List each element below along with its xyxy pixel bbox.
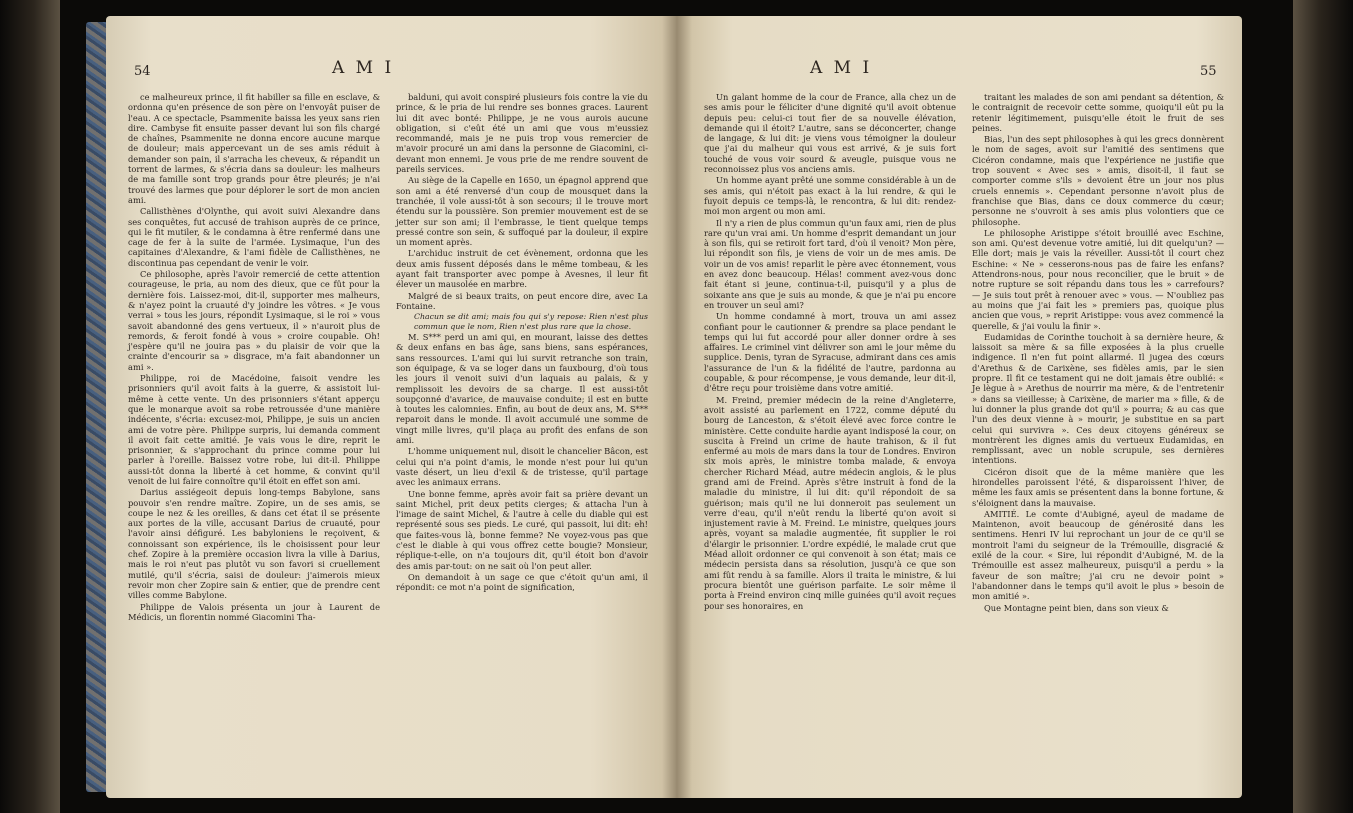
- paragraph: Bias, l'un des sept philosophes à qui les grecs donnèrent le nom de sages, avoit sur l'amitié des sentimens que Cicéron condamne, mais que l'expérience ne justifie que trop souvent « Avec ses » amis, disoit-il, il faut se comporter comme s'ils » devoient être un jour nos plus cruels ennemis ». Cependant personne n'avoit plus de franchise que Bias, dans ce doux commerce du cœur; personne ne s'ouvroit à ses amis plus volontiers que ce philosophe.: [972, 134, 1224, 227]
- running-head: A M I: [810, 58, 873, 78]
- paragraph: L'homme uniquement nul, disoit le chancelier Bâcon, est celui qui n'a point d'amis, le monde n'est pour lui qu'un vaste désert, un lieu d'exil & de tristesse, qu'il partage avec les animaux errans.: [396, 446, 648, 488]
- paragraph: Cicéron disoit que de la même manière que les hirondelles paroissent l'été, & disparoissent l'hiver, de même les faux amis se présentent dans la bonne fortune, & s'éloignent dans la mauvaise.: [972, 466, 1224, 508]
- paragraph: Chacun se dit ami; mais fou qui s'y repose: Rien n'est plus commun que le nom, Rien n'est plus rare que la chose.: [414, 312, 648, 331]
- paragraph: M. Freind, premier médecin de la reine d'Angleterre, avoit assisté au parlement en 1722, comme député du bourg de Lanceston, & s'étoit élevé avec force contre le ministère. Cette conduite hardie ayant indisposé la cour, on suscita à Freind un crime de haute trahison, & il fut enfermé au mois de mars dans la tour de Londres. Environ six mois après, le ministre tomba malade, & envoya chercher Richard Méad, autre médecin anglois, & le plus grand ami de Freind. Après s'être instruit à fond de la maladie du ministre, il lui dit: qu'il répondoit de sa guérison; mais qu'il ne lui donneroit pas seulement un verre d'eau, qu'il n'eût rendu la liberté qu'on avoit si injustement ravie à M. Freind. Le ministre, quelques jours après, voyant sa maladie augmentée, fit supplier le roi d'élargir le prisonnier. L'ordre expédié, le malade crut que Méad alloit ordonner ce qui convenoit à son état; mais ce médecin persista dans sa résolution, jusqu'à ce que son ami fût rendu à sa famille. Alors il traita le ministre, & lui procura bientôt une guérison parfaite. Le soir même il porta à Freind environ cinq mille guinées qu'il avoit reçues pour ses honoraires, en: [704, 394, 956, 611]
- book-cover-right-edge: [1293, 0, 1353, 813]
- paragraph: balduni, qui avoit conspiré plusieurs fois contre la vie du prince, & le pria de lui rendre ses bonnes graces. Laurent lui dit avec bonté: Philippe, je ne vous aurois aucune obligation, si c'eût été un ami que vous m'eussiez recommandé, mais je ne puis trop vous remercier de m'avoir procuré un ami dans la personne de Giacomini, ci-devant mon ennemi. Je vous prie de me rendre souvent de pareils services.: [396, 92, 648, 175]
- paragraph: On demandoit à un sage ce que c'étoit qu'un ami, il répondit: ce mot n'a point de signification,: [396, 571, 648, 593]
- paragraph: Il n'y a rien de plus commun qu'un faux ami, rien de plus rare qu'un vrai ami. Un homme d'esprit demandant un jour à son fils, qui se retiroit fort tard, d'où il venoit? Mon père, lui répondit son fils, je viens de voir un de mes amis. De voir un de vos amis! reparlit le père avec étonnement, vous en avez donc beaucoup. Hélas! comment avez-vous donc fait étant si jeune, continua-t-il, puisqu'il y a plus de soixante ans que je suis au monde, & que je n'ai pu encore en trouver un seul ami?: [704, 217, 956, 310]
- paragraph: Eudamidas de Corinthe touchoit à sa dernière heure, & laissoit sa mère & sa fille exposées à la plus cruelle indigence. Il n'en fut point allarmé. Il jugea des cœurs d'Arethus & de Carixène, ses fidèles amis, par le sien propre. Il fit ce testament qui ne doit jamais être oublié: « Je lègue à » Arethus de nourrir ma mère, & de l'entretenir » dans sa vieillesse; à Carixène, de marier ma » fille, & de lui donner la plus grande dot qu'il » pourra; & au cas que l'un des deux vienne à » mourir, je substitue en sa part celui qui survivra ». Ces deux citoyens généreux se montrèrent les dignes amis du vertueux Eudamidas, en remplissant, avec un noble scrupule, ses dernières intentions.: [972, 331, 1224, 466]
- page-number: 55: [1200, 64, 1217, 79]
- paragraph: Au siège de la Capelle en 1650, un épagnol apprend que son ami a été renversé d'un coup de mousquet dans la tranchée, il vole aussi-tôt à son secours; il le trouve mort étendu sur la poussière. Son premier mouvement est de se jetter sur son ami; il l'embrasse, le tient quelque temps pressé contre son sein, & suffoqué par la douleur, il expire un moment après.: [396, 175, 648, 248]
- book-gutter: [662, 16, 692, 798]
- book-cover-left-edge: [0, 0, 60, 813]
- page-number: 54: [134, 64, 151, 79]
- paragraph: Philippe, roi de Macédoine, faisoit vendre les prisonniers qu'il avoit faits à la guerre, & assistoit lui-même à cette vente. Un des prisonniers s'étant apperçu que le monarque avoit sa robe retroussée d'une manière indécente, s'écria: excusez-moi, Philippe, je suis un ancien ami de votre père. Philippe surpris, lui demanda comment il avoit fait cette amitié. Je vais vous le dire, reprit le prisonnier, & s'approchant du prince comme pour lui parler à l'oreille. Baissez votre robe, lui dit-il. Philippe aussi-tôt donna la liberté à cet homme, & convint qu'il venoit de lui faire connoître qu'il étoit en effet son ami.: [128, 373, 380, 486]
- paragraph: Malgré de si beaux traits, on peut encore dire, avec La Fontaine.: [396, 290, 648, 311]
- paragraph: Darius assiégeoit depuis long-temps Babylone, sans pouvoir s'en rendre maître. Zopire, un de ses amis, se coupe le nez & les oreilles, & dans cet état il se présente aux portes de la ville, accusant Darius de cruauté, pour l'avoir ainsi défiguré. Les babyloniens le reçoivent, & connoissant son expérience, ils le choisissent pour leur chef. Zopire à la première occasion livra la ville à Darius, mais le roi n'eut pas plutôt vu son favori si cruellement mutilé, qu'il s'écria, saisi de douleur: j'aimerois mieux revoir mon cher Zopire sain & entier, que de prendre cent villes comme Babylone.: [128, 487, 380, 601]
- paragraph: Un galant homme de la cour de France, alla chez un de ses amis pour le féliciter d'une dignité qu'il avoit obtenue depuis peu: celui-ci tout fier de sa nouvelle élévation, demande qui il étoit? L'autre, sans se déconcerter, change de langage, & lui dit: je viens vous témoigner la douleur que j'ai du malheur qui vous est arrivé, & je suis fort touché de vous voir sourd & aveugle, puisque vous ne reconnoissez plus vos anciens amis.: [704, 92, 956, 175]
- paragraph: Un homme ayant prêté une somme considérable à un de ses amis, qui n'étoit pas exact à la lui rendre, & qui le fuyoit depuis ce temps-là, le rencontra, & lui dit: rendez-moi mon argent ou mon ami.: [704, 175, 956, 217]
- paragraph: Le philosophe Aristippe s'étoit brouillé avec Eschine, son ami. Qu'est devenue votre amitié, lui dit quelqu'un? — Elle dort; mais je vais la réveiller. Aussi-tôt il court chez Eschine: « Ne » cesserons-nous pas de faire les enfans? Attendrons-nous, pour nous reconcilier, que le bruit » de notre rupture se soit répandu dans tous les » carrefours? — Je suis tout prêt à renouer avec » vous. — N'oubliez pas au moins que j'ai fait les » premiers pas, quoique plus ancien que vous, » reprit Aristippe: vous avez commencé la querelle, & j'ai voulu la finir ».: [972, 227, 1224, 331]
- marbled-endpaper: [86, 22, 108, 792]
- paragraph: traitant les malades de son ami pendant sa détention, & le contraignit de recevoir cette somme, quoiqu'il eût pu la retenir légitimement, puisqu'elle étoit le fruit de ses peines.: [972, 92, 1224, 133]
- paragraph: AMITIÉ. Le comte d'Aubigné, ayeul de madame de Maintenon, avoit beaucoup de générosité dans les sentimens. Henri IV lui reprochant un jour de ce qu'il se montroit l'ami du seigneur de la Trémouille, disgracié & exilé de la cour. « Sire, lui répondit d'Aubigné, M. de la Trémouille est assez malheureux, puisqu'il a perdu » la faveur de son maître; j'ai cru ne devoir point » l'abandonner dans le temps qu'il avoit le plus » besoin de mon amitié ».: [972, 508, 1224, 602]
- right-page: [676, 16, 1242, 798]
- paragraph: Ce philosophe, après l'avoir remercié de cette attention courageuse, le pria, au nom des dieux, que ce fût pour la dernière fois. Laissez-moi, dit-il, supporter mes malheurs, & n'ayez point la cruauté d'y joindre les vôtres. « Je vous verrai » tous les jours, répondit Lysimaque, si le roi » vous savoit abandonné des gens vertueux, il » n'auroit plus de remords, & feroit fondé à vous » croire coupable. Oh! j'espère qu'il ne jouira pas » du plaisir de voir que la crainte d'encourir sa » disgrace, m'a fait abandonner un ami ».: [128, 269, 380, 372]
- text-column-1: [128, 92, 380, 623]
- paragraph: Un homme condamné à mort, trouva un ami assez confiant pour le cautionner & prendre sa place pendant le temps qui lui fut accordé pour aller donner ordre à ses affaires. Le criminel vint délivrer son ami le jour même du supplice. Denis, tyran de Syracuse, admirant dans ces amis l'assurance de l'un & la fidélité de l'autre, pardonna au coupable, & pour récompense, je vous demande, leur dit-il, d'être reçu pour troisième dans votre amitié.: [704, 311, 956, 394]
- paragraph: Callisthènes d'Olynthe, qui avoit suivi Alexandre dans ses conquêtes, fut accusé de trahison auprès de ce prince, qui le fit mutiler, & le condamna à être renfermé dans une cage de fer à la suite de l'armée. Lysimaque, l'un des capitaines d'Alexandre, & l'ami fidèle de Callisthènes, ne discontinua pas cependant de venir le voir.: [128, 206, 380, 268]
- paragraph: Philippe de Valois présenta un jour à Laurent de Médicis, un florentin nommé Giacomini Tha-: [128, 601, 380, 622]
- left-page: [106, 16, 676, 798]
- paragraph: Que Montagne peint bien, dans son vieux &: [984, 602, 1169, 613]
- text-column-2: [396, 92, 648, 593]
- paragraph: M. S*** perd un ami qui, en mourant, laisse des dettes & deux enfans en bas âge, sans biens, sans espérances, sans ressources. L'ami qui lui survit retranche son train, son équipage, & va se loger dans un fauxbourg, d'où tous les jours il venoit suivi d'un laquais au palais, & y remplissoit les devoirs de sa charge. Il est aussi-tôt soupçonné d'avarice, de mauvaise conduite; il est en butte à toutes les calomnies. Enfin, au bout de deux ans, M. S*** reparoit dans le monde. Il avoit accumulé une somme de vingt mille livres, qu'il plaça au profit des enfans de son ami.: [396, 332, 648, 446]
- paragraph: Une bonne femme, après avoir fait sa prière devant un saint Michel, prit deux petits cierges; & attacha l'un à l'image de saint Michel, & l'autre à celle du diable qui est représenté sous ses pieds. Le curé, qui passoit, lui dit: eh! que faites-vous là, bonne femme? Ne voyez-vous pas que c'est le diable à qui vous offrez cette bougie? Monsieur, réplique-t-elle, on n'a toujours dit, qu'il étoit bon d'avoir des amis par-tout: on ne sait où l'on peut aller.: [396, 488, 648, 571]
- paragraph: L'archiduc instruit de cet évènement, ordonna que les deux amis fussent déposés dans le même tombeau, & les ayant fait transporter avec pompe à Avesnes, il leur fit élever un mausolée en marbre.: [396, 248, 648, 290]
- paragraph: ce malheureux prince, il fit habiller sa fille en esclave, & ordonna qu'en présence de son père on l'envoyât puiser de l'eau. A ce spectacle, Psammenite baissa les yeux sans rien dire. Cambyse fit ensuite passer devant lui son fils chargé de chaînes, Psammenite ne donna encore aucune marque de douleur; mais appercevant un de ses amis réduit à demander son pain, il s'arracha les cheveux, & répandit un torrent de larmes, & s'écria dans sa douleur: les malheurs de ma famille sont trop grands pour être pleurés; je n'ai trouvé des larmes que pour déplorer le sort de mon ancien ami.: [128, 92, 380, 205]
- text-column-2: [972, 92, 1224, 614]
- running-head: A M I: [332, 58, 395, 78]
- text-column-1: [704, 92, 956, 612]
